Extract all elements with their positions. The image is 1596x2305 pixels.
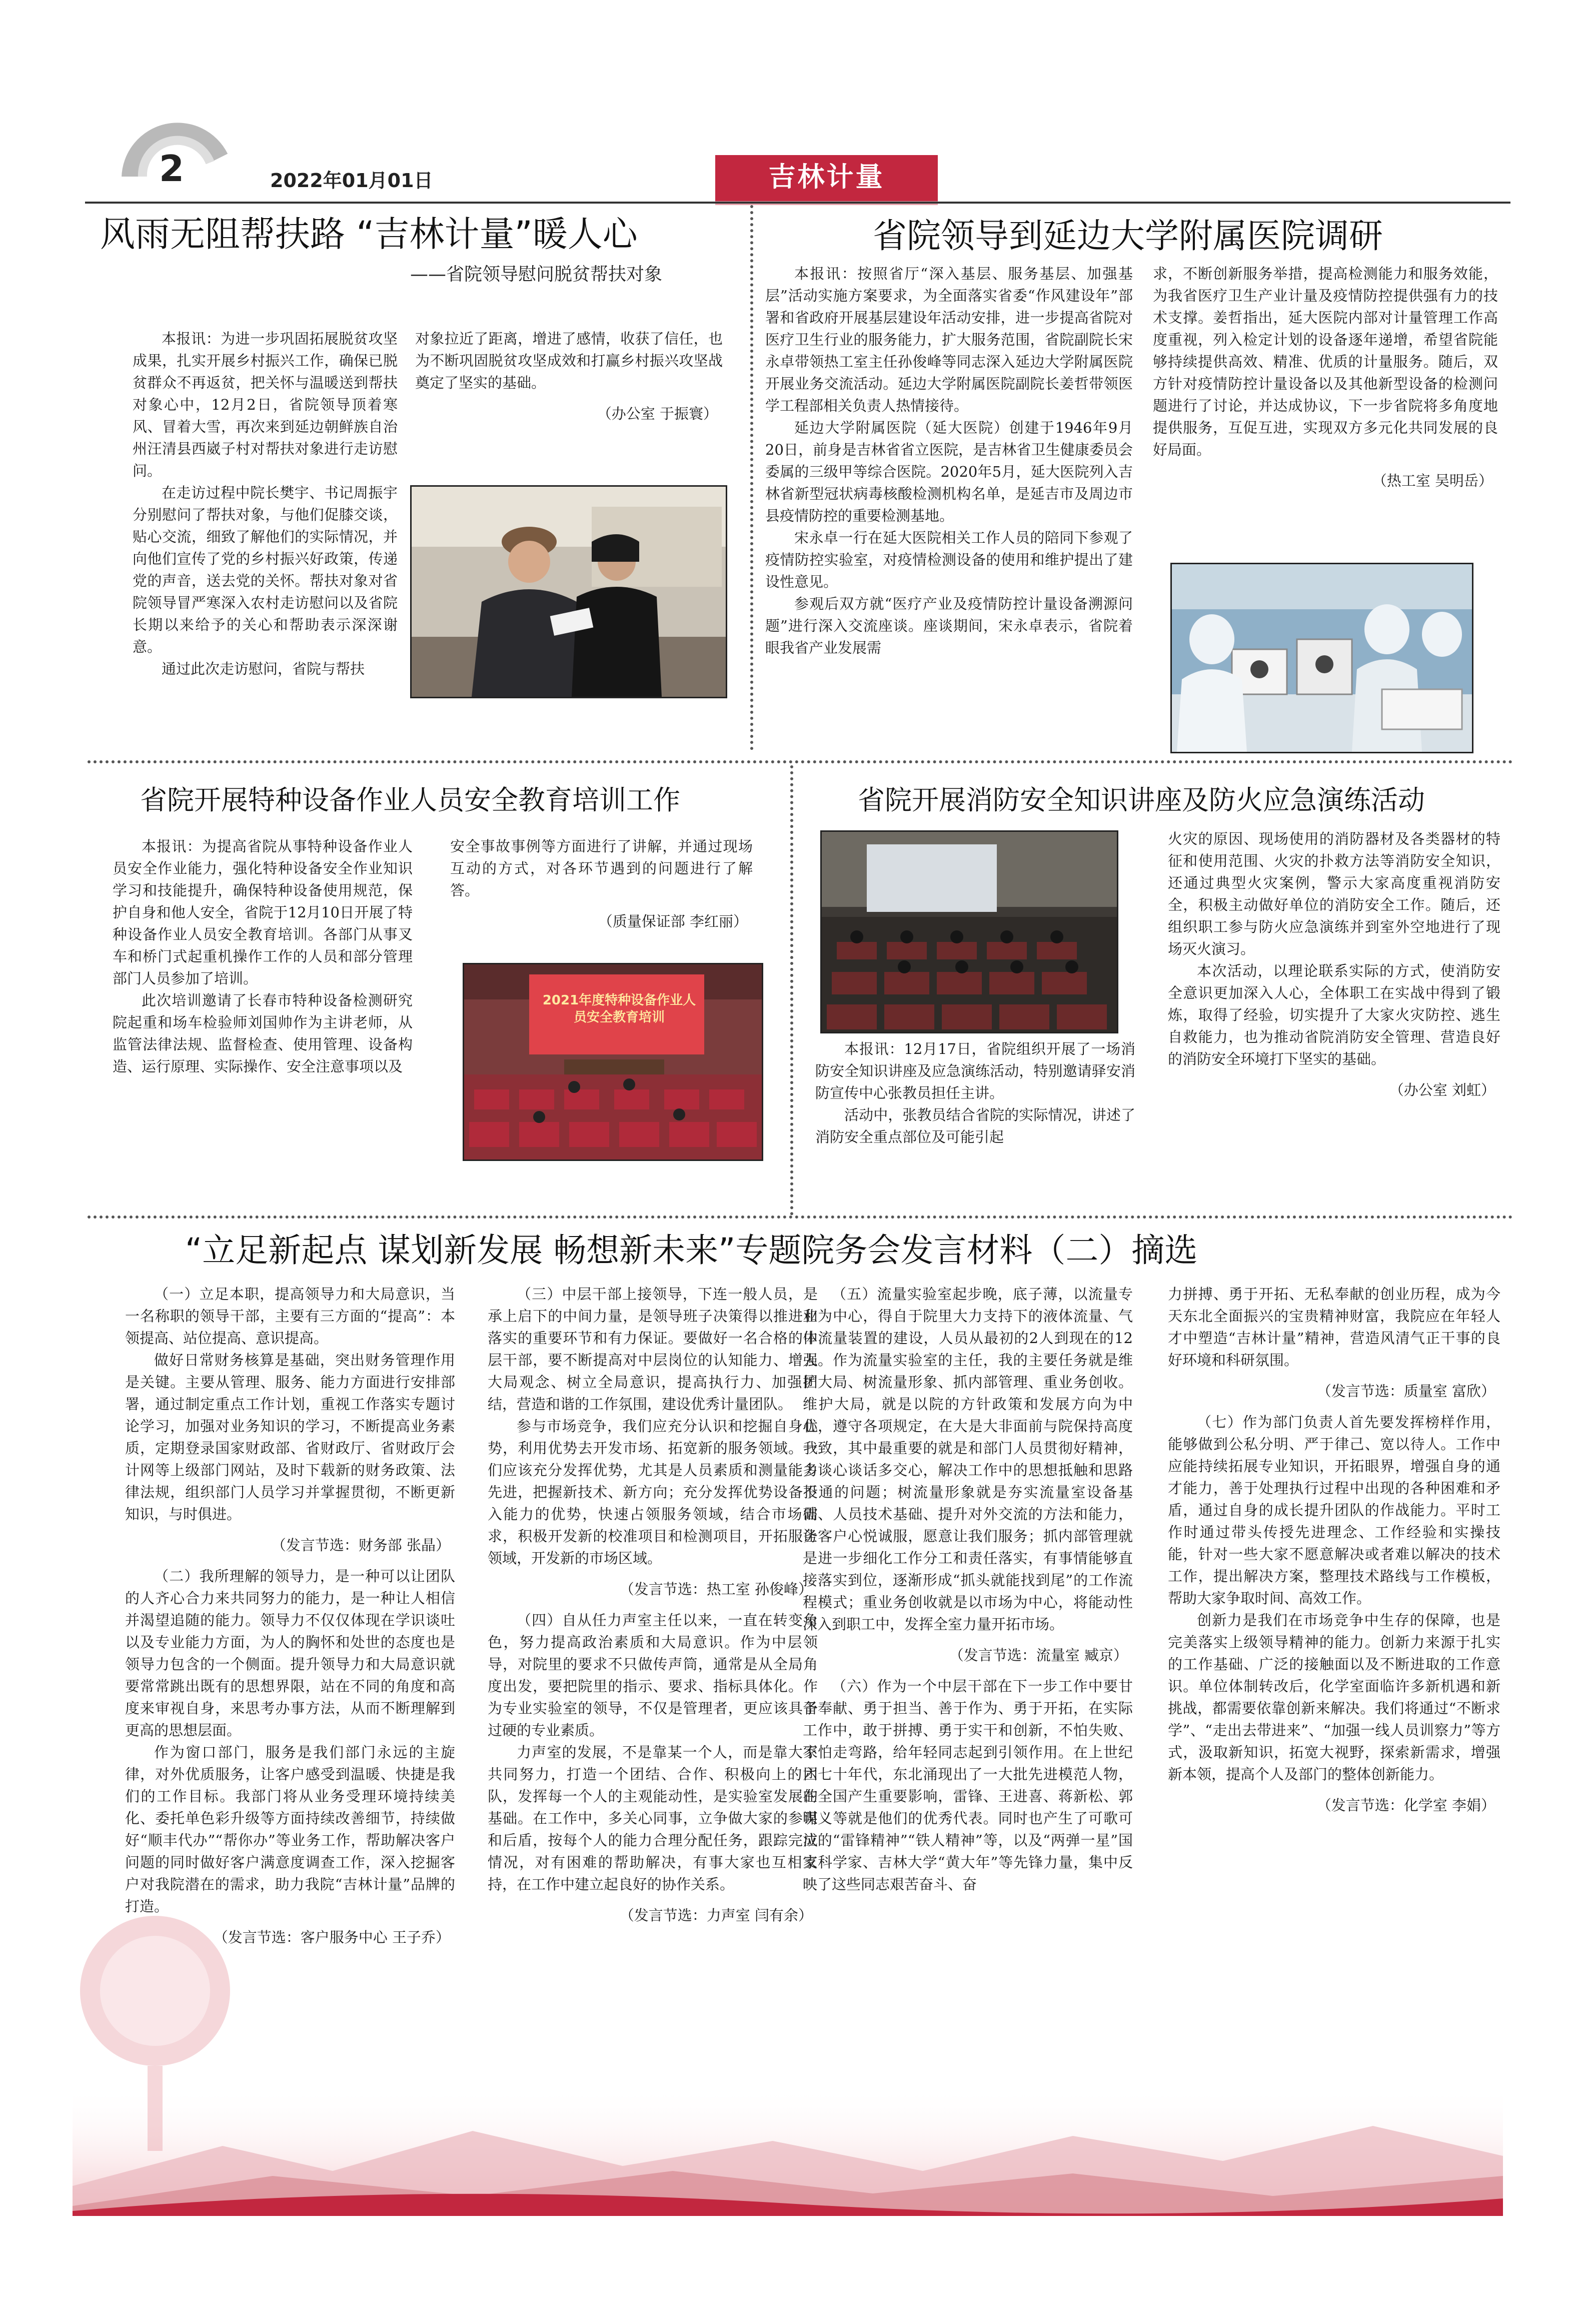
article1-byline: （办公室 于振寰）	[597, 405, 718, 422]
speech-paragraph: （六）作为一个中层干部在下一步工作中要甘于奉献、勇于担当、善于作为、勇于开拓，在实际工作中，敢于拼搏、勇于实干和创新，不怕失败、不怕走弯路，给年轻同志起到引领作用。在上世纪六七十年代，东北涌现出了一大批先进模范人物，在全国产生重要影响，雷锋、王进喜、蒋新松、郭明义等就是他们的优秀代表。同时也产生了可歌可泣的“雷锋精神”“铁人精神”等，以及“两弹一星”国家科学家、吉林大学“黄大年”等先锋力量，集中反映了这些同志艰苦奋斗、奋	[803, 1678, 1133, 1893]
speech-byline: （发言节选：力声室 闫有余）	[619, 1907, 813, 1924]
article1-subtitle: ——省院领导慰问脱贫帮扶对象	[410, 264, 663, 285]
article4-photo	[820, 830, 1118, 1033]
article3-byline: （质量保证部 李红丽）	[598, 913, 748, 930]
training-banner-line2: 员安全教育培训	[573, 1010, 665, 1025]
lecture-photo-image	[822, 832, 1117, 1032]
article4-paragraph: 火灾的原因、现场使用的消防器材及各类器材的特征和使用范围、火灾的扑救方法等消防安全知识，还通过典型火灾案例，警示大家高度重视消防安全，积极主动做好单位的消防安全工作。随后，还组织职工参与防火应急演练并到室外空地进行了现场灭火演习。	[1168, 830, 1500, 957]
article1-paragraph: 通过此次走访慰问，省院与帮扶	[162, 660, 365, 677]
masthead-title: 吉林计量	[768, 161, 885, 193]
speech-byline: （发言节选：化学室 李娟）	[1316, 1797, 1495, 1814]
article4-paragraph: 本报讯：12月17日，省院组织开展了一场消防安全知识讲座及应急演练活动，特别邀请驿安消防宣传中心张教员担任主讲。	[815, 1040, 1135, 1101]
masthead	[715, 155, 938, 205]
speech-byline: （发言节选：财务部 张晶）	[271, 1537, 450, 1554]
article5-title: “立足新起点 谋划新发展 畅想新未来”专题院务会发言材料（二）摘选	[185, 1231, 1198, 1270]
speech-paragraph: （一）立足本职，提高领导力和大局意识，当一名称职的领导干部，主要有三方面的“提高”：本领提高、站位提高、意识提高。	[125, 1286, 455, 1347]
article2-paragraph: 求，不断创新服务举措，提高检测能力和服务效能，为我省医疗卫生产业计量及疫情防控提供强有力的技术支撑。姜哲指出，延大医院内部对计量管理工作高度重视，列入检定计划的设备逐年递增，希望省院能够持续提供高效、精准、优质的计量服务。随后，双方针对疫情防控计量设备以及其他新型设备的检测问题进行了讨论，并达成协议，下一步省院将多角度地提供服务，互促互进，实现双方多元化共同发展的良好局面。	[1153, 265, 1498, 458]
article4-paragraph: 本次活动，以理论联系实际的方式，使消防安全意识更加深入人心，全体职工在实战中得到了锻炼，取得了经验，切实提升了大家火灾防控、逃生自救能力，也为推动省院消防安全管理、营造良好的消防安全环境打下坚实的基础。	[1168, 962, 1500, 1067]
article1-photo	[410, 485, 727, 698]
article2-paragraph: 延边大学附属医院（延大医院）创建于1946年9月20日，前身是吉林省省立医院，是吉林省卫生健康委员会委属的三级甲等综合医院。2020年5月，延大医院列入吉林省新型冠状病毒核酸检测机构名单，是延吉市及周边市县疫情防控的重要检测基地。	[765, 419, 1133, 524]
column-divider	[750, 205, 753, 750]
speech-paragraph: （二）我所理解的领导力，是一种可以让团队的人齐心合力来共同努力的能力，是一种让人相信并渴望追随的能力。领导力不仅仅体现在学识谈吐以及专业能力方面，为人的胸怀和处世的态度也是领导力包含的一个侧面。提升领导力和大局意识就要常常跳出既有的思想界限，站在不同的角度和高度来审视自身，来思考办事方法，从而不断理解到更高的思想层面。	[125, 1568, 455, 1739]
article5-column-1	[125, 1283, 455, 2133]
column-divider	[790, 765, 793, 1216]
section-divider	[88, 1216, 1513, 1219]
speech-paragraph: （七）作为部门负责人首先要发挥榜样作用，能够做到公私分明、严于律己、宽以待人。工作中应能持续拓展专业知识，开拓眼界，增强自身的通才能力，善于处理执行过程中出现的各种困难和矛盾，通过自身的成长提升团队的作战能力。平时工作时通过带头传授先进理念、工作经验和实操技能，针对一些大家不愿意解决或者难以解决的技术工作，提出解决方案，整理技术路线与工作模板，帮助大家争取时间、高效工作。	[1168, 1414, 1500, 1607]
article3-paragraph: 此次培训邀请了长春市特种设备检测研究院起重和场车检验师刘国帅作为主讲老师，从监管法律法规、监督检查、使用管理、设备构造、运行原理、实际操作、安全注意事项以及	[113, 992, 413, 1075]
article3-paragraph: 本报讯：为提高省院从事特种设备作业人员安全作业能力，强化特种设备安全作业知识学习和技能提升，确保特种设备使用规范，保护自身和他人安全，省院于12月10日开展了特种设备作业人员安全教育培训。各部门从事叉车和桥门式起重机操作工作的人员和部分管理部门人员参加了培训。	[113, 838, 413, 987]
speech-paragraph: 力拼搏、勇于开拓、无私奉献的创业历程，成为今天东北全面振兴的宝贵精神财富，我院应在年轻人才中塑造“吉林计量”精神，营造风清气正干事的良好环境和科研氛围。	[1168, 1286, 1500, 1369]
speech-paragraph: 力声室的发展，不是靠某一个人，而是靠大家共同努力，打造一个团结、合作、积极向上的团队，发挥每一个人的主观能动性，是实验室发展的基础。在工作中，多关心同事，立争做大家的参谋和后盾，按每个人的能力合理分配任务，跟踪完成情况，对有困难的帮助解决，有事大家也互相支持，在工作中建立起良好的协作关系。	[488, 1744, 818, 1893]
article2-title: 省院领导到延边大学附属医院调研	[873, 217, 1383, 256]
article3-column-1	[113, 835, 413, 1226]
article3-column-2	[450, 835, 753, 970]
article1-column-2	[415, 328, 723, 488]
article4-column-2	[1168, 828, 1500, 1223]
page-number-badge	[120, 103, 230, 203]
training-banner-text	[537, 992, 702, 1026]
article4-byline: （办公室 刘虹）	[1389, 1081, 1495, 1098]
article1-column-1	[133, 328, 398, 728]
training-banner-line1: 2021年度特种设备作业人	[542, 993, 696, 1008]
article1-paragraph: 本报讯：为进一步巩固拓展脱贫攻坚成果，扎实开展乡村振兴工作，确保已脱贫群众不再返贫，把关怀与温暖送到帮扶对象心中，12月2日，省院领导顶着寒风、冒着大雪，再次来到延边朝鲜族自治州汪清县西崴子村对帮扶对象进行走访慰问。	[133, 330, 398, 479]
article1-paragraph: 在走访过程中院长樊宇、书记周振宇分别慰问了帮扶对象，与他们促膝交谈，贴心交流，细致了解他们的实际情况，并向他们宣传了党的乡村振兴好政策，传递党的声音，送去党的关怀。帮扶对象对省院领导冒严寒深入农村走访慰问以及省院长期以来给予的关心和帮助表示深深谢意。	[133, 484, 398, 655]
speech-paragraph: 参与市场竞争，我们应充分认识和挖掘自身优势，利用优势去开发市场、拓宽新的服务领域。我们应该充分发挥优势，尤其是人员素质和测量能力先进，把握新技术、新方向；充分发挥优势设备投入能力的优势，快速占领服务领域，结合市场需求，积极开发新的校准项目和检测项目，开拓服务领域，开发新的市场区域。	[488, 1418, 818, 1567]
speech-byline: （发言节选：客户服务中心 王子乔）	[213, 1929, 450, 1946]
speech-byline: （发言节选：热工室 孙俊峰）	[619, 1581, 813, 1598]
article3-photo	[463, 963, 763, 1161]
article2-byline: （热工室 吴明岳）	[1372, 472, 1493, 489]
lab-photo-image	[1172, 564, 1472, 752]
speech-byline: （发言节选：质量室 富欣）	[1316, 1383, 1495, 1400]
article1-paragraph: 对象拉近了距离，增进了感情，收获了信任，也为不断巩固脱贫攻坚成效和打赢乡村振兴攻坚战奠定了坚实的基础。	[415, 330, 723, 391]
speech-paragraph: （四）自从任力声室主任以来，一直在转变角色，努力提高政治素质和大局意识。作为中层领导，对院里的要求不只做传声筒，通常是从全局角度出发，要把院里的指示、要求、指标具体化。作为专业实验室的领导，不仅是管理者，更应该具备过硬的专业素质。	[488, 1612, 818, 1739]
visit-photo-image	[412, 487, 726, 697]
article4-title: 省院开展消防安全知识讲座及防火应急演练活动	[858, 784, 1425, 816]
page-number: 2	[159, 148, 185, 190]
article2-column-1	[765, 263, 1133, 755]
article5-column-4	[1168, 1283, 1500, 2133]
article3-paragraph: 安全事故事例等方面进行了讲解，并通过现场互动的方式，对各环节遇到的问题进行了解答。	[450, 838, 753, 899]
article4-column-1	[815, 1038, 1135, 1223]
speech-paragraph: 做好日常财务核算是基础，突出财务管理作用是关键。主要从管理、服务、能力方面进行安排部署，通过制定重点工作计划，重视工作落实专题讨论学习，加强对业务知识的学习，不断提高业务素质，定期登录国家财政部、省财政厅、省财政厅会计网等上级部门网站，及时下载新的财务政策、法律法规，组织部门人员学习并掌握贯彻，不断更新知识，与时俱进。	[125, 1352, 455, 1523]
header-rule	[85, 202, 1510, 204]
article5-column-2	[488, 1283, 818, 2133]
speech-paragraph: 创新力是我们在市场竞争中生存的保障，也是完美落实上级领导精神的能力。创新力来源于扎实的工作基础、广泛的接触面以及不断进取的工作意识。单位体制转改后，化学室面临许多新机遇和新挑战，都需要依靠创新来解决。我们将通过“不断求学”、“走出去带进来”、“加强一线人员训察力”等方式，汲取新知识，拓宽大视野，探索新需求，增强新本领，提高个人及部门的整体创新能力。	[1168, 1612, 1500, 1783]
article1-title: 风雨无阻帮扶路 “吉林计量”暖人心	[100, 214, 638, 255]
section-divider	[88, 760, 1513, 763]
article2-paragraph: 宋永卓一行在延大医院相关工作人员的陪同下参观了疫情防控实验室，对疫情检测设备的使用和维护提出了建设性意见。	[765, 529, 1133, 590]
article2-photo	[1170, 563, 1473, 753]
article2-paragraph: 本报讯：按照省厅“深入基层、服务基层、加强基层”活动实施方案要求，为全面落实省委“作风建设年”部署和省政府开展基层建设年活动安排，进一步提高省院对医疗卫生行业的服务能力，扩大服务范围，省院副院长宋永卓带领热工室主任孙俊峰等同志深入延边大学附属医院开展业务交流活动。延边大学附属医院副院长姜哲带领医学工程部相关负责人热情接待。	[765, 265, 1133, 414]
article3-title: 省院开展特种设备作业人员安全教育培训工作	[140, 784, 680, 816]
speech-paragraph: （三）中层干部上接领导，下连一般人员，是承上启下的中间力量，是领导班子决策得以推进和落实的重要环节和有力保证。要做好一名合格的中层干部，要不断提高对中层岗位的认知能力、增强大局观念、树立全局意识，提高执行力、加强团结，营造和谐的工作氛围，建设优秀计量团队。	[488, 1286, 818, 1413]
article5-column-3	[803, 1283, 1133, 2133]
article4-paragraph: 活动中，张教员结合省院的实际情况，讲述了消防安全重点部位及可能引起	[815, 1106, 1135, 1145]
speech-paragraph: （五）流量实验室起步晚，底子薄，以流量专业为中心，得自于院里大力支持下的液体流量、气体流量装置的建设，人员从最初的2人到现在的12人。作为流量实验室的主任，我的主要任务就是维护大局、树流量形象、抓内部管理、重业务创收。维护大局，就是以院的方针政策和发展方向为中心，遵守各项规定，在大是大非面前与院保持高度一致，其中最重要的就是和部门人员贯彻好精神，多谈心谈话多交心，解决工作中的思想抵触和思路不通的问题；树流量形象就是夯实流量室设备基础、人员技术基础、提升对外交流的方法和能力，让客户心悦诚服，愿意让我们服务；抓内部管理就是进一步细化工作分工和责任落实，有事情能够直接落实到位，逐渐形成“抓头就能找到尾”的工作流程模式；重业务创收就是以市场为中心，将能动性深入到职工中，发挥全室力量开拓市场。	[803, 1286, 1133, 1633]
article2-column-2	[1153, 263, 1498, 558]
speech-paragraph: 作为窗口部门，服务是我们部门永远的主旋律，对外优质服务，让客户感受到温暖、快捷是我们的工作目标。我部门将从业务受理环境持续美化、委托单色彩升级等方面持续改善细节，持续做好“顺丰代办”“帮你办”等业务工作，帮助解决客户问题的同时做好客户满意度调查工作，深入挖掘客户对我院潜在的需求，助力我院“吉林计量”品牌的打造。	[125, 1744, 455, 1915]
speech-byline: （发言节选：流量室 臧京）	[949, 1647, 1128, 1664]
article2-paragraph: 参观后双方就“医疗产业及疫情防控计量设备溯源问题”进行深入交流座谈。座谈期间，宋永卓表示，省院着眼我省产业发展需	[765, 595, 1133, 656]
issue-date: 2022年01月01日	[270, 170, 433, 192]
